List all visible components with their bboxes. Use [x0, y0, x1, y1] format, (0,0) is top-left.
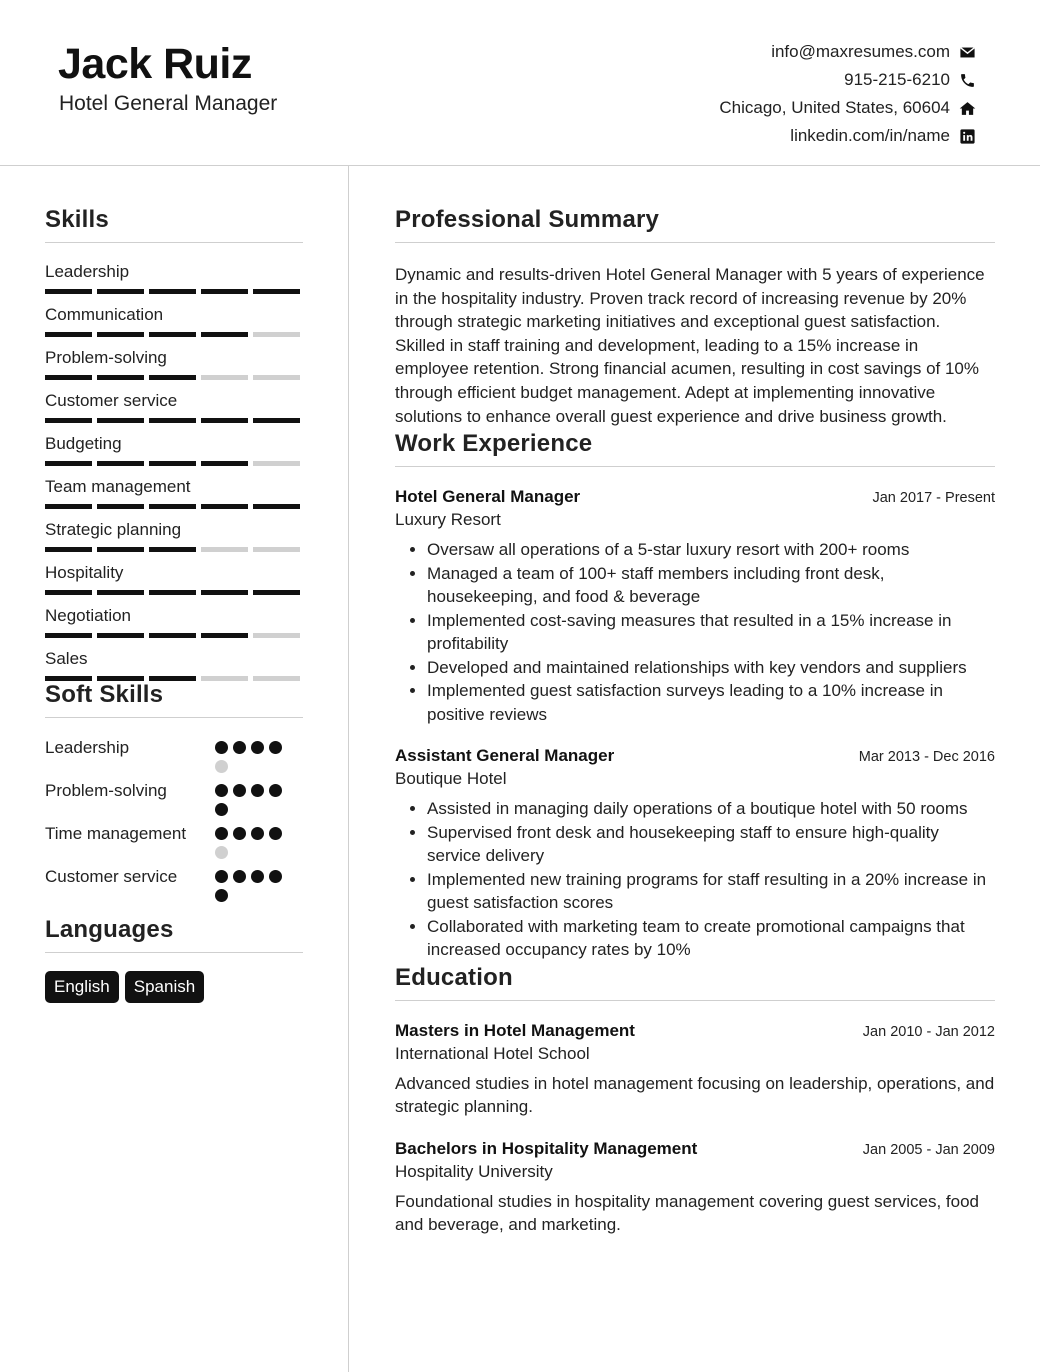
- contact-email-text: info@maxresumes.com: [771, 42, 950, 61]
- skill-level-segment: [149, 375, 196, 380]
- experience-list: [395, 487, 995, 962]
- summary-heading: Professional Summary: [395, 206, 995, 243]
- skill-name: Communication: [45, 305, 164, 324]
- rating-dot: [251, 741, 264, 754]
- skill-level-segment: [253, 547, 300, 552]
- skill-level-segment: [45, 504, 92, 509]
- summary-text: Dynamic and results-driven Hotel General Manager with 5 years of experience in the hospitality industry. Proven track record of increasing revenue by 20% through strategic marketing initiatives and exceptional guest satisfaction. Skilled in staff training and development, leading to a 15% increase in employee retention. Strong financial acumen, resulting in cost savings of 10% through efficient budget management. Adept at implementing innovative solutions to enhance overall guest experience and drive business growth.: [395, 265, 985, 426]
- languages-heading: Languages: [45, 916, 303, 953]
- skill-level-segment: [253, 375, 300, 380]
- rating-dot: [251, 827, 264, 840]
- skill-level-bars: [45, 418, 303, 423]
- education-date: Jan 2010 - Jan 2012: [862, 1023, 995, 1040]
- education-degree: Bachelors in Hospitality Management: [395, 1138, 698, 1158]
- home-icon: [958, 99, 976, 117]
- skill-name: Customer service: [45, 391, 178, 410]
- soft-skill-item: [45, 865, 303, 902]
- education-description: Advanced studies in hotel management focusing on leadership, operations, and strategic planning.: [395, 1073, 995, 1117]
- skill-level-segment: [45, 633, 92, 638]
- education-degree: Masters in Hotel Management: [395, 1020, 635, 1040]
- candidate-title: Hotel General Manager: [59, 92, 278, 115]
- right-column: [395, 206, 995, 1237]
- skill-level-segment: [149, 461, 196, 466]
- skill-level-segment: [253, 332, 300, 337]
- skill-name: Hospitality: [45, 563, 124, 582]
- contact-linkedin-text: linkedin.com/in/name: [790, 126, 950, 145]
- skill-level-bars: [45, 504, 303, 509]
- soft-skill-name: Problem-solving: [45, 781, 167, 800]
- skill-level-segment: [149, 590, 196, 595]
- education-date: Jan 2005 - Jan 2009: [862, 1141, 995, 1158]
- skill-level-segment: [97, 418, 144, 423]
- soft-skill-name: Customer service: [45, 867, 178, 886]
- skill-level-bars: [45, 289, 303, 294]
- job-date: Jan 2017 - Present: [872, 490, 995, 507]
- skill-level-segment: [253, 504, 300, 509]
- rating-dot: [215, 803, 228, 816]
- rating-dot: [269, 870, 282, 883]
- language-badge: Spanish: [125, 971, 204, 1003]
- job-title: Hotel General Manager: [395, 487, 581, 507]
- skill-level-segment: [201, 504, 248, 509]
- job-bullet: • Supervised front desk and housekeeping staff to ensure high-quality service delivery: [427, 821, 995, 868]
- education-entry: [395, 1021, 995, 1119]
- soft-skills-heading: Soft Skills: [45, 681, 303, 718]
- education-heading: Education: [395, 964, 995, 1001]
- education-header: [395, 1021, 995, 1041]
- education-header: [395, 1139, 995, 1159]
- rating-dot: [269, 827, 282, 840]
- skill-level-segment: [149, 547, 196, 552]
- soft-skill-dots: [215, 865, 295, 902]
- skill-name: Team management: [45, 477, 191, 496]
- job-title: Assistant General Manager: [395, 746, 615, 766]
- job-bullet: • Oversaw all operations of a 5-star luxury resort with 200+ rooms: [427, 538, 995, 562]
- education-list: [395, 1021, 995, 1237]
- education-description: Foundational studies in hospitality management covering guest services, food and beverage, and marketing.: [395, 1191, 980, 1235]
- skill-level-segment: [253, 461, 300, 466]
- rating-dot: [215, 889, 228, 902]
- skill-level-segment: [45, 375, 92, 380]
- experience-heading: Work Experience: [395, 430, 995, 467]
- skill-level-segment: [97, 547, 144, 552]
- skill-level-segment: [97, 504, 144, 509]
- skill-item: [45, 605, 303, 648]
- rating-dot: [233, 741, 246, 754]
- contact-email[interactable]: [719, 38, 976, 66]
- job-bullet: • Managed a team of 100+ staff members including front desk, housekeeping, and food & beverage: [427, 562, 995, 609]
- contact-linkedin[interactable]: [719, 122, 976, 150]
- skill-level-segment: [97, 289, 144, 294]
- skill-level-segment: [149, 633, 196, 638]
- skill-level-segment: [201, 676, 248, 681]
- rating-dot: [251, 784, 264, 797]
- job-header: [395, 487, 995, 507]
- skill-item: [45, 476, 303, 519]
- rating-dot: [215, 784, 228, 797]
- skill-level-bars: [45, 590, 303, 595]
- job-bullet: • Developed and maintained relationships with key vendors and suppliers: [427, 656, 995, 680]
- job-entry: [395, 487, 995, 726]
- rating-dot: [251, 870, 264, 883]
- skill-name: Problem-solving: [45, 348, 167, 367]
- education-entry: [395, 1139, 995, 1237]
- skill-level-segment: [253, 676, 300, 681]
- soft-skill-dots: [215, 822, 295, 859]
- skill-level-segment: [201, 332, 248, 337]
- skill-level-segment: [253, 633, 300, 638]
- soft-skill-name: Time management: [45, 824, 187, 843]
- skills-heading: Skills: [45, 206, 303, 243]
- job-header: [395, 746, 995, 766]
- linkedin-icon: [958, 127, 976, 145]
- job-bullet: • Assisted in managing daily operations of a boutique hotel with 50 rooms: [427, 797, 995, 821]
- skill-item: [45, 390, 303, 433]
- soft-skills-list: [45, 736, 303, 902]
- job-company: Boutique Hotel: [395, 769, 507, 789]
- skill-level-segment: [149, 504, 196, 509]
- skill-name: Negotiation: [45, 606, 132, 625]
- skill-level-segment: [45, 461, 92, 466]
- job-bullet: • Implemented new training programs for staff resulting in a 20% increase in guest satisfaction scores: [427, 868, 995, 915]
- skill-level-segment: [45, 590, 92, 595]
- job-date: Mar 2013 - Dec 2016: [858, 749, 995, 766]
- soft-skill-item: [45, 779, 303, 816]
- rating-dot: [215, 827, 228, 840]
- skill-level-bars: [45, 633, 303, 638]
- rating-dot: [233, 784, 246, 797]
- skill-level-segment: [45, 418, 92, 423]
- skill-level-segment: [149, 418, 196, 423]
- education-school: Hospitality University: [395, 1161, 553, 1181]
- skill-name: Strategic planning: [45, 520, 182, 539]
- skill-name: Budgeting: [45, 434, 122, 453]
- rating-dot: [215, 741, 228, 754]
- soft-skill-item: [45, 736, 303, 773]
- rating-dot: [233, 827, 246, 840]
- soft-skill-item: [45, 822, 303, 859]
- skill-level-segment: [201, 289, 248, 294]
- envelope-icon: [958, 43, 976, 61]
- skill-level-bars: [45, 547, 303, 552]
- skill-item: [45, 304, 303, 347]
- skill-level-segment: [201, 461, 248, 466]
- skill-level-segment: [97, 461, 144, 466]
- skill-level-segment: [253, 418, 300, 423]
- skill-level-segment: [97, 332, 144, 337]
- soft-skill-dots: [215, 736, 295, 773]
- skill-item: [45, 347, 303, 390]
- skill-level-segment: [97, 590, 144, 595]
- skill-level-segment: [149, 289, 196, 294]
- rating-dot: [215, 760, 228, 773]
- job-bullets: [395, 538, 995, 726]
- skill-level-segment: [45, 547, 92, 552]
- skill-item: [45, 519, 303, 562]
- skill-name: Leadership: [45, 262, 130, 281]
- soft-skill-dots: [215, 779, 295, 816]
- skill-item: [45, 433, 303, 476]
- skill-item: [45, 562, 303, 605]
- rating-dot: [215, 870, 228, 883]
- soft-skill-name: Leadership: [45, 738, 130, 757]
- rating-dot: [269, 784, 282, 797]
- skill-level-segment: [201, 590, 248, 595]
- job-bullet: • Implemented guest satisfaction surveys leading to a 10% increase in positive reviews: [427, 679, 995, 726]
- languages-list: [45, 971, 303, 1003]
- rating-dot: [269, 741, 282, 754]
- education-school: International Hotel School: [395, 1043, 590, 1063]
- job-bullet: • Collaborated with marketing team to create promotional campaigns that increased occupancy rates by 10%: [427, 915, 995, 962]
- skill-level-bars: [45, 332, 303, 337]
- skill-name: Sales: [45, 649, 88, 668]
- skill-level-segment: [201, 547, 248, 552]
- skill-level-segment: [45, 332, 92, 337]
- left-column: [45, 206, 303, 1003]
- contact-location-text: Chicago, United States, 60604: [719, 98, 950, 117]
- skill-level-segment: [201, 418, 248, 423]
- skill-level-segment: [149, 332, 196, 337]
- phone-icon: [958, 71, 976, 89]
- skill-level-segment: [201, 633, 248, 638]
- job-entry: [395, 746, 995, 962]
- job-company: Luxury Resort: [395, 510, 501, 530]
- skills-list: [45, 261, 303, 691]
- language-badge: English: [45, 971, 119, 1003]
- skill-level-bars: [45, 375, 303, 380]
- contact-phone[interactable]: [719, 66, 976, 94]
- contact-list: [719, 38, 976, 150]
- skill-level-bars: [45, 461, 303, 466]
- candidate-name: Jack Ruiz: [58, 40, 252, 88]
- skill-level-segment: [253, 289, 300, 294]
- job-bullet: • Implemented cost-saving measures that resulted in a 15% increase in profitability: [427, 609, 995, 656]
- contact-location: [719, 94, 976, 122]
- skill-level-segment: [253, 590, 300, 595]
- rating-dot: [233, 870, 246, 883]
- skill-level-segment: [97, 375, 144, 380]
- job-bullets: [395, 797, 995, 962]
- column-divider: [348, 166, 349, 1372]
- skill-level-segment: [201, 375, 248, 380]
- skill-level-segment: [45, 289, 92, 294]
- contact-phone-text: 915-215-6210: [844, 70, 950, 89]
- skill-item: [45, 261, 303, 304]
- rating-dot: [215, 846, 228, 859]
- skill-level-segment: [97, 633, 144, 638]
- resume-header: [0, 0, 1040, 166]
